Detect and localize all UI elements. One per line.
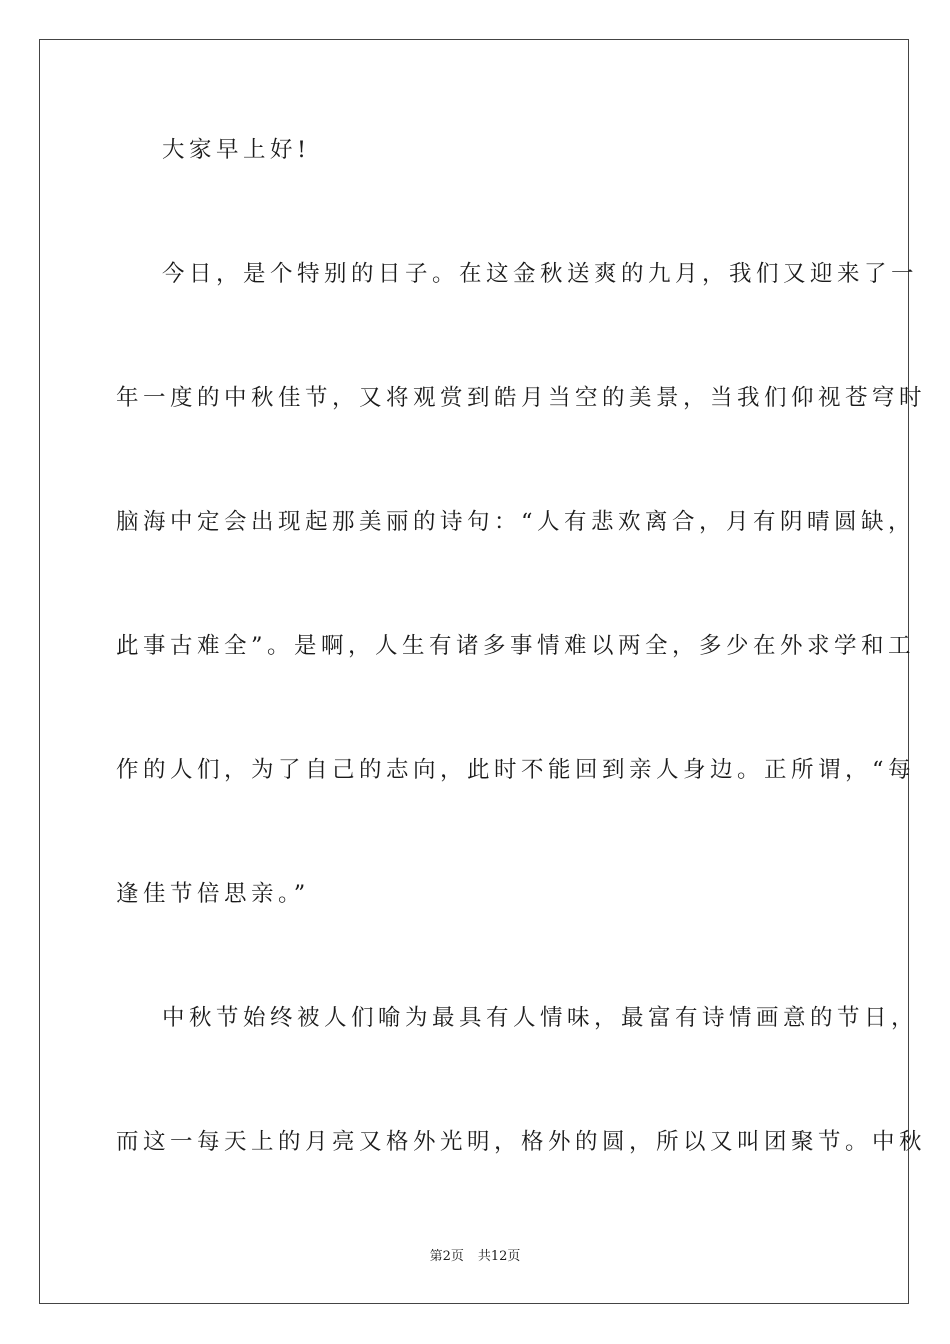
paragraph-line: 此事古难全”。是啊，人生有诸多事情难以两全，多少在外求学和工: [116, 633, 916, 659]
page-border: [39, 39, 927, 1304]
paragraph-line: 脑海中定会出现起那美丽的诗句：“人有悲欢离合，月有阴晴圆缺，: [116, 509, 916, 535]
total-pages: 共12页: [477, 1249, 521, 1264]
paragraph-line: 作的人们，为了自己的志向，此时不能回到亲人身边。正所谓，“每: [116, 757, 916, 783]
paragraph-line: 今日，是个特别的日子。在这金秋送爽的九月，我们又迎来了一: [162, 261, 919, 287]
page-footer: [0, 1248, 950, 1266]
paragraph-line: 而这一每天上的月亮又格外光明，格外的圆，所以又叫团聚节。中秋: [116, 1129, 927, 1155]
paragraph-line: 年一度的中秋佳节，又将观赏到皓月当空的美景，当我们仰视苍穹时: [116, 385, 927, 411]
greeting-line: 大家早上好!: [162, 137, 311, 163]
paragraph-line: 逢佳节倍思亲。”: [116, 881, 310, 907]
paragraph-line: 中秋节始终被人们喻为最具有人情味，最富有诗情画意的节日，: [162, 1005, 919, 1031]
page-number: 第2页: [429, 1249, 464, 1264]
